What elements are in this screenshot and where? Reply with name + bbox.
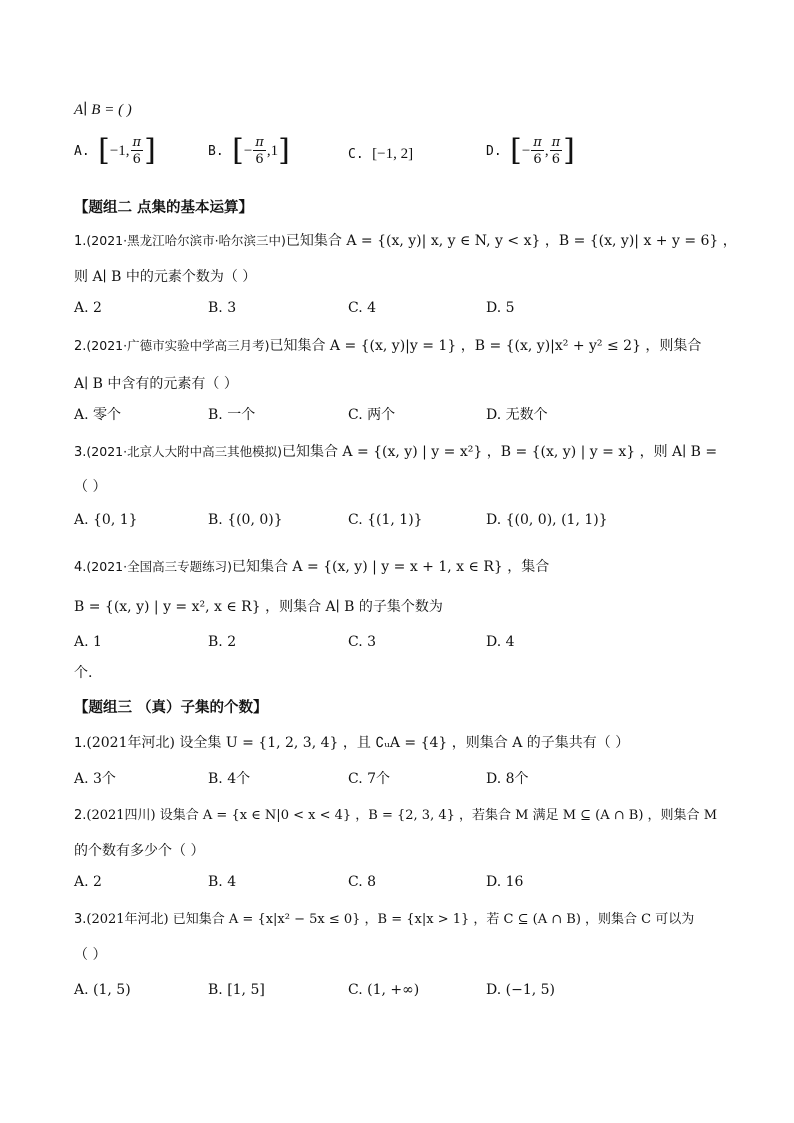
option-a: A. 2 xyxy=(74,300,102,316)
top-option-b xyxy=(208,133,290,168)
g2-q3-line2: （ ） xyxy=(74,479,107,495)
question-text: (2021年河北) 已知集合 A = {x|x² − 5x ≤ 0} ，B = {x|x > 1} ，若 C ⊆ (A ∩ B) ，则集合 C 可以为 xyxy=(86,912,695,927)
question-text: 已知集合 A = {(x, y)| x, y ∈ N, y < x} ，B = {(x, y)| x + y = 6} ， xyxy=(285,233,737,249)
frac-den: 6 xyxy=(132,152,141,167)
option-b: B. 2 xyxy=(208,634,237,650)
g2-q1-options xyxy=(74,300,734,334)
option-a: A. (1, 5) xyxy=(74,982,131,998)
question-number: 1. xyxy=(74,234,87,249)
g3-q3-line1 xyxy=(74,908,694,927)
top-option-a xyxy=(74,133,156,168)
question-text: 已知集合 A = {(x, y)|y = 1} ，B = {(x, y)|x² + y² ≤ 2} ，则集合 xyxy=(269,338,702,354)
option-a: A. 3个 xyxy=(74,771,116,787)
option-d: D. 5 xyxy=(486,300,515,316)
g3-q3-line2: （ ） xyxy=(74,947,107,963)
g2-q3-line1 xyxy=(74,441,717,461)
top-option-d xyxy=(486,133,575,168)
frac-den: 6 xyxy=(255,152,264,167)
option-b: B. 4个 xyxy=(208,771,251,787)
question-number: 3. xyxy=(74,912,87,927)
frac-num: π xyxy=(132,135,142,150)
question-text: 已知集合 A = {(x, y) | y = x²} ，B = {(x, y) | y = x} ，则 A∣ B = xyxy=(281,444,718,460)
g3-q3-options xyxy=(74,982,734,1016)
option-c: C. 4 xyxy=(348,300,377,316)
option-letter: B. xyxy=(208,144,224,159)
top-options xyxy=(74,133,734,170)
fraction xyxy=(131,136,144,166)
option-d: D. 4 xyxy=(486,634,515,650)
g3-q2-line2: 的个数有多少个（ ） xyxy=(74,843,205,859)
question-number: 4. xyxy=(74,560,87,575)
question-text: 已知集合 A = {(x, y) | y = x + 1, x ∈ R} ，集合 xyxy=(231,559,550,575)
g3-q1-options xyxy=(74,768,734,802)
option-d: D. 无数个 xyxy=(486,407,548,423)
question-source: (2021·全国高三专题练习) xyxy=(86,559,232,574)
g2-q4-line1 xyxy=(74,556,549,576)
option-letter: D. xyxy=(486,144,502,159)
option-b: B. 4 xyxy=(208,874,237,890)
g2-q2-options xyxy=(74,404,734,438)
option-d: D. (−1, 5) xyxy=(486,982,555,998)
option-c: C. 两个 xyxy=(348,407,396,423)
fraction xyxy=(550,136,563,166)
option-b: B. 一个 xyxy=(208,407,256,423)
option-letter: C. xyxy=(348,147,364,162)
question-number: 3. xyxy=(74,445,87,460)
g3-q1-line1 xyxy=(74,732,629,752)
option-c: C. 3 xyxy=(348,634,377,650)
fraction xyxy=(253,136,266,166)
question-source: (2021·广德市实验中学高三月考) xyxy=(86,338,270,353)
option-d: D. 8个 xyxy=(486,771,529,787)
option-b: B. {(0, 0)} xyxy=(208,512,283,528)
top-stem-text: A∣ B = ( ) xyxy=(74,102,132,118)
g3-q2-options xyxy=(74,874,734,908)
question-number: 2. xyxy=(74,339,87,354)
frac-num: π xyxy=(533,135,542,150)
bracket-right: ] xyxy=(144,133,156,168)
bracket-left: [ xyxy=(98,133,110,168)
bracket-right: ] xyxy=(563,133,575,168)
g2-q2-line2: A∣ B 中含有的元素有（ ） xyxy=(74,376,238,392)
option-a: A. 零个 xyxy=(74,407,122,423)
g2-q1-line2: 则 A∣ B 中的元素个数为（ ） xyxy=(74,269,257,285)
g2-q3-options xyxy=(74,512,734,546)
bracket-left: [ xyxy=(510,133,522,168)
section-heading-group3: 【题组三 （真）子集的个数】 xyxy=(74,699,268,716)
option-a-pre: −1, xyxy=(109,143,130,159)
section-heading-group2: 【题组二 点集的基本运算】 xyxy=(74,199,254,216)
frac-den: 6 xyxy=(551,152,560,167)
option-c: C. 8 xyxy=(348,874,377,890)
question-number: 2. xyxy=(74,808,87,823)
option-d-pre: − xyxy=(521,143,531,159)
frac-num: π xyxy=(551,135,561,150)
option-b: B. [1, 5] xyxy=(208,982,265,998)
frac-den: 6 xyxy=(533,152,542,167)
option-letter: A. xyxy=(74,144,90,159)
option-d-mid: , xyxy=(544,143,549,159)
bracket-right: ] xyxy=(278,133,290,168)
bracket-left: [ xyxy=(232,133,244,168)
g2-q4-tail: 个. xyxy=(74,665,93,681)
option-d: D. 16 xyxy=(486,874,524,890)
g2-q1-line1 xyxy=(74,230,737,250)
frac-num: π xyxy=(255,135,264,150)
g2-q4-line2: B = {(x, y) | y = x², x ∈ R} ，则集合 A∣ B 的子集个数为 xyxy=(74,599,443,615)
option-d: D. {(0, 0), (1, 1)} xyxy=(486,512,608,528)
option-c: C. 7个 xyxy=(348,771,391,787)
g2-q2-line1 xyxy=(74,335,701,355)
question-source: (2021·北京人大附中高三其他模拟) xyxy=(86,444,282,459)
option-b-pre: − xyxy=(243,143,253,159)
g2-q4-options xyxy=(74,634,734,668)
fraction xyxy=(531,136,544,166)
question-text: (2021四川) 设集合 A = {x ∈ N|0 < x < 4} ，B = {2, 3, 4} ，若集合 M 满足 M ⊆ (A ∩ B) ，则集合 M xyxy=(86,808,718,823)
option-a: A. 1 xyxy=(74,634,102,650)
question-source: (2021·黑龙江哈尔滨市·哈尔滨三中) xyxy=(86,233,286,248)
option-b-post: ,1 xyxy=(266,143,279,159)
option-b: B. 3 xyxy=(208,300,237,316)
option-a: A. {0, 1} xyxy=(74,512,138,528)
top-question-stem xyxy=(74,100,132,119)
top-option-c xyxy=(348,146,413,163)
option-c: C. {(1, 1)} xyxy=(348,512,423,528)
option-c: C. (1, +∞) xyxy=(348,982,420,998)
question-number: 1. xyxy=(74,736,87,751)
question-text: (2021年河北) 设全集 U = {1, 2, 3, 4} ，且 ∁ᵤA = {4} ，则集合 A 的子集共有（ ） xyxy=(86,735,630,751)
option-c-text: [−1, 2] xyxy=(372,146,414,162)
option-a: A. 2 xyxy=(74,874,102,890)
g3-q2-line1 xyxy=(74,804,717,823)
